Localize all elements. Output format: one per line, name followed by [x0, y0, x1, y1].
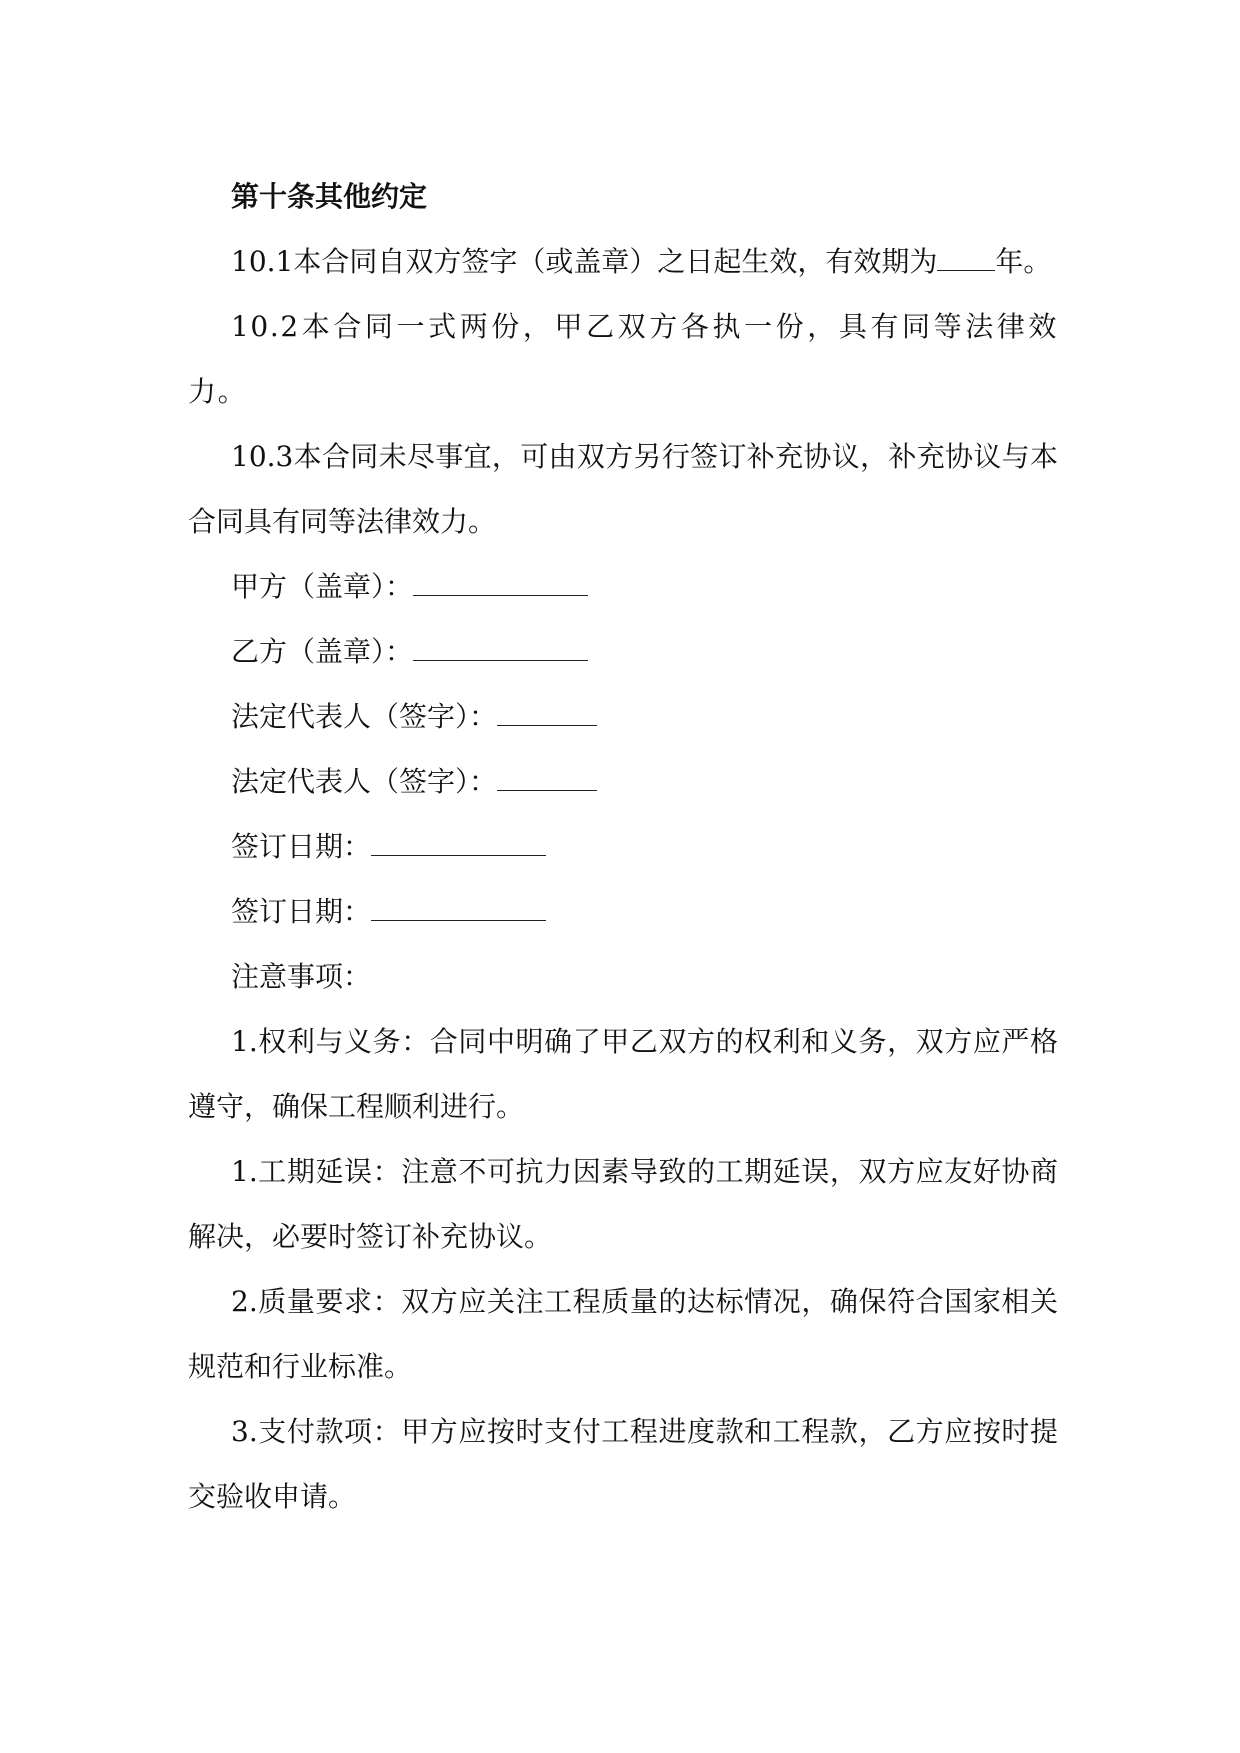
date-b-label: 签订日期： [231, 895, 372, 928]
note-item: 3.支付款项：甲方应按时支付工程进度款和工程款，乙方应按时提交验收申请。 [188, 1415, 1058, 1513]
note-item: 1.权利与义务：合同中明确了甲乙双方的权利和义务，双方应严格遵守，确保工程顺利进行。 [188, 1025, 1058, 1123]
note-item: 2.质量要求：双方应关注工程质量的达标情况，确保符合国家相关规范和行业标准。 [188, 1285, 1058, 1383]
clause-10-1-suffix: 年。 [995, 245, 1052, 278]
rep-b-signature [188, 749, 1058, 814]
rep-a-label: 法定代表人（签字）： [231, 700, 498, 733]
clause-10-3: 10.3本合同未尽事宜，可由双方另行签订补充协议，补充协议与本合同具有同等法律效力。 [188, 440, 1058, 538]
rep-a-signature [188, 684, 1058, 749]
rep-b-blank [497, 760, 597, 791]
clause-10-2: 10.2本合同一式两份，甲乙双方各执一份，具有同等法律效力。 [188, 310, 1058, 408]
clause-10-1 [188, 229, 1058, 294]
party-a-label: 甲方（盖章）： [231, 570, 414, 603]
date-b-blank [371, 890, 546, 921]
notes-title: 注意事项： [231, 960, 372, 993]
date-a-label: 签订日期： [231, 830, 372, 863]
date-a-blank [371, 825, 546, 856]
note-item: 1.工期延误：注意不可抗力因素导致的工期延误，双方应友好协商解决，必要时签订补充协议。 [188, 1155, 1058, 1253]
date-b-signature [188, 879, 1058, 944]
clause-10-1-text: 10.1本合同自双方签字（或盖章）之日起生效，有效期为 [231, 245, 938, 278]
party-b-label: 乙方（盖章）： [231, 635, 414, 668]
party-b-blank [413, 630, 588, 661]
validity-years-blank [937, 240, 995, 271]
party-a-signature [188, 554, 1058, 619]
date-a-signature [188, 814, 1058, 879]
document-page [188, 164, 1058, 1529]
rep-b-label: 法定代表人（签字）： [231, 765, 498, 798]
article-heading: 第十条其他约定 [231, 180, 428, 213]
rep-a-blank [497, 695, 597, 726]
party-a-blank [413, 565, 588, 596]
party-b-signature [188, 619, 1058, 684]
